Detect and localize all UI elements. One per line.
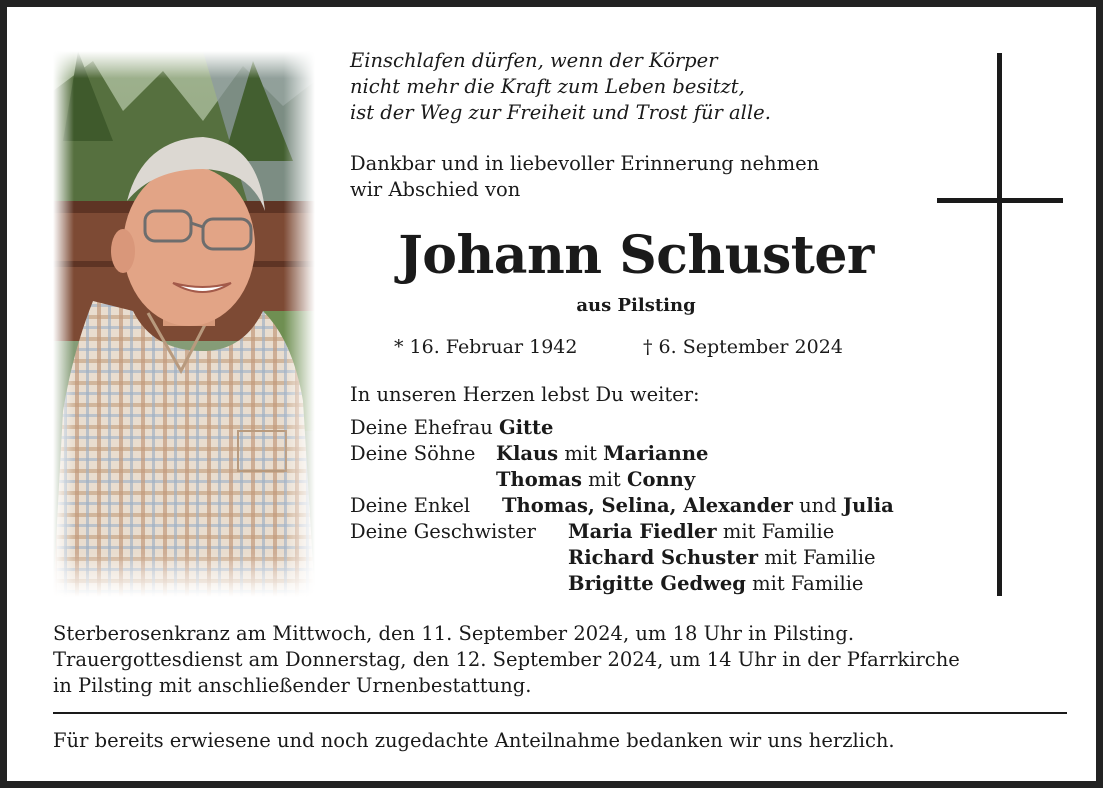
service-details	[53, 621, 1073, 699]
divider	[53, 712, 1067, 714]
family-connector: mit	[588, 468, 621, 491]
service-line: in Pilsting mit anschließender Urnenbestattung.	[53, 674, 532, 697]
family-sibling-entry	[568, 545, 876, 571]
family-member: Brigitte Gedweg	[568, 572, 746, 595]
family-suffix: mit Familie	[752, 572, 864, 595]
family-grandchildren-label-row	[350, 493, 470, 519]
family-wife	[350, 415, 553, 441]
family-member: Marianne	[603, 442, 709, 465]
family-connector: und	[799, 494, 837, 517]
intro-line: Dankbar und in liebevoller Erinnerung nehmen	[350, 152, 820, 175]
death-date: † 6. September 2024	[643, 336, 843, 358]
closing-line: In unseren Herzen lebst Du weiter:	[350, 383, 700, 406]
quote-line: Einschlafen dürfen, wenn der Körper	[350, 49, 718, 72]
family-son-entry	[496, 441, 708, 467]
family-member: Klaus	[496, 442, 559, 465]
cross-icon-vertical	[997, 53, 1002, 596]
family-label: Deine Enkel	[350, 494, 471, 517]
family-member: Thomas, Selina, Alexander	[502, 494, 793, 517]
family-sons-label-row	[350, 441, 475, 467]
family-member: Conny	[626, 468, 696, 491]
family-siblings-label-row	[350, 519, 536, 545]
family-sibling-entry	[568, 519, 834, 545]
family-member: Richard Schuster	[568, 546, 758, 569]
family-son-entry	[496, 467, 695, 493]
quote-line: nicht mehr die Kraft zum Leben besitzt,	[350, 75, 745, 98]
family-label: Deine Ehefrau	[350, 416, 493, 439]
family-label: Deine Söhne	[350, 442, 476, 465]
family-member: Julia	[842, 494, 894, 517]
cross-icon-horizontal	[937, 198, 1063, 203]
portrait-photo	[53, 51, 315, 597]
deceased-name: Johann Schuster	[398, 225, 874, 286]
family-sibling-entry	[568, 571, 863, 597]
family-member: Gitte	[498, 416, 554, 439]
service-line: Sterberosenkranz am Mittwoch, den 11. September 2024, um 18 Uhr in Pilsting.	[53, 622, 855, 645]
memorial-quote	[350, 48, 910, 126]
farewell-intro	[350, 151, 910, 203]
family-suffix: mit Familie	[722, 520, 835, 543]
family-member: Maria Fiedler	[568, 520, 717, 543]
family-grandchildren	[502, 493, 894, 519]
portrait-illustration	[53, 51, 315, 597]
family-suffix: mit Familie	[764, 546, 876, 569]
family-connector: mit	[564, 442, 597, 465]
deceased-origin: aus Pilsting	[576, 295, 696, 316]
intro-line: wir Abschied von	[350, 178, 521, 201]
thanks-note: Für bereits erwiesene und noch zugedachte Anteilnahme bedanken wir uns herzlich.	[53, 729, 895, 752]
family-label: Deine Geschwister	[350, 520, 536, 543]
quote-line: ist der Weg zur Freiheit und Trost für alle.	[350, 101, 771, 124]
birth-date: * 16. Februar 1942	[394, 336, 578, 358]
family-member: Thomas	[496, 468, 582, 491]
service-line: Trauergottesdienst am Donnerstag, den 12. September 2024, um 14 Uhr in der Pfarrkirche	[53, 648, 960, 671]
